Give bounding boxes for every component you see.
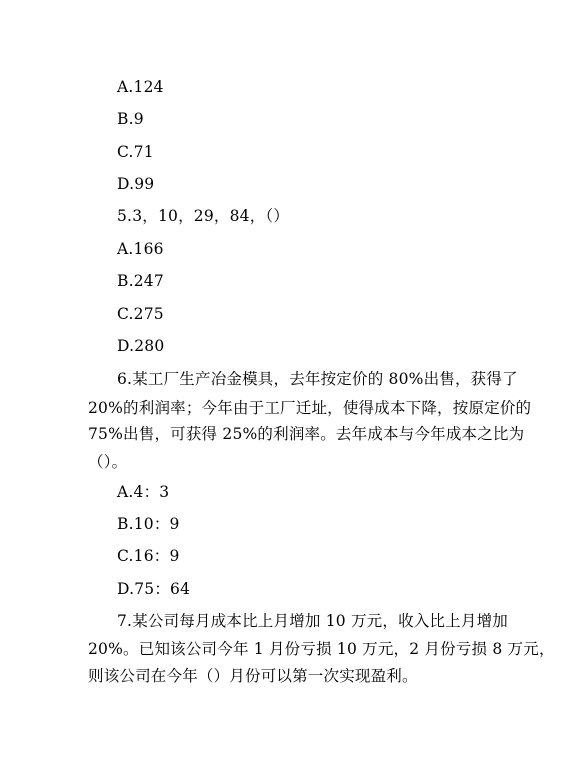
- q7-stem-line-1: 7.某公司每月成本比上月增加 10 万元，收入比上月增加: [117, 612, 508, 630]
- q6-option-c: C.16：9: [117, 547, 180, 565]
- q6-stem-line-1: 6.某工厂生产冶金模具，去年按定价的 80%出售，获得了: [117, 370, 518, 388]
- q6-stem-line-2: 20%的利润率；今年由于工厂迁址，使得成本下降，按原定价的: [88, 399, 532, 417]
- q4-option-d: D.99: [117, 175, 155, 193]
- q5-option-a: A.166: [117, 240, 164, 258]
- q5-option-c: C.275: [117, 305, 164, 323]
- q6-stem-line-3: 75%出售，可获得 25%的利润率。去年成本与今年成本之比为: [88, 425, 525, 443]
- q4-option-b: B.9: [117, 110, 144, 128]
- q6-stem-line-4: （）。: [88, 453, 128, 471]
- q5-option-b: B.247: [117, 272, 164, 290]
- q5-stem: 5.3，10，29，84，（）: [117, 207, 290, 225]
- q7-stem-line-3: 则该公司在今年（）月份可以第一次实现盈利。: [88, 667, 418, 685]
- q7-stem-line-2: 20%。已知该公司今年 1 月份亏损 10 万元，2 月份亏损 8 万元，: [88, 640, 555, 658]
- q6-option-d: D.75：64: [117, 580, 191, 598]
- q6-option-b: B.10：9: [117, 515, 180, 533]
- q4-option-a: A.124: [117, 78, 164, 96]
- q4-option-c: C.71: [117, 143, 154, 161]
- q6-option-a: A.4：3: [117, 483, 170, 501]
- q5-option-d: D.280: [117, 337, 165, 355]
